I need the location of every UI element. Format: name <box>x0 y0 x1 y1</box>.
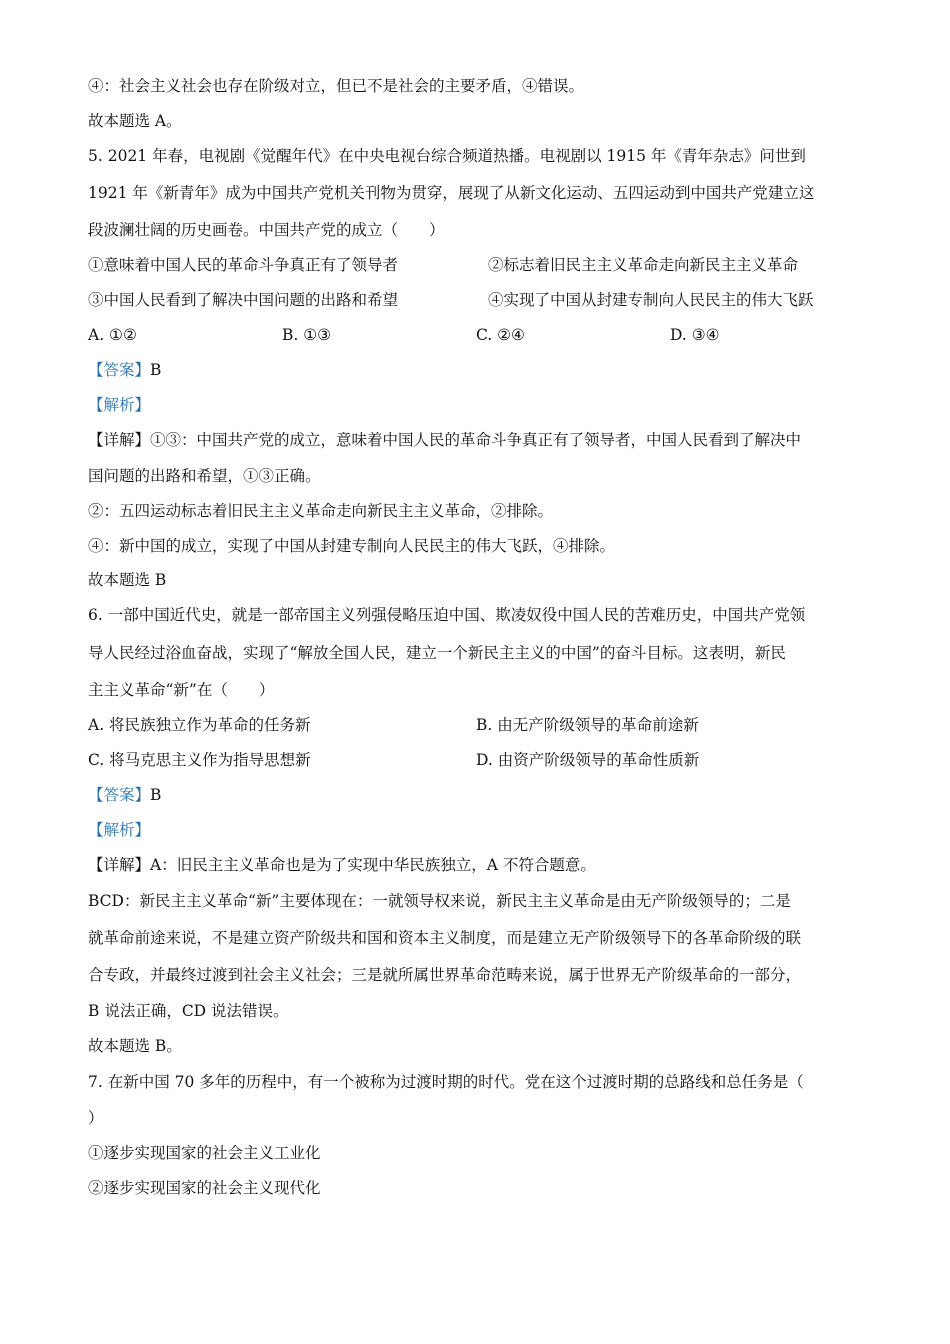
q6-option-d: D. 由资产阶级领导的革命性质新 <box>476 751 700 769</box>
q6-answer-label: 【答案】 <box>88 786 151 804</box>
q5-conclusion: 故本题选 B <box>88 571 167 589</box>
q6-detail-line1: 【详解】A：旧民主主义革命也是为了实现中华民族独立，A 不符合题意。 <box>88 856 596 874</box>
q6-analysis-label: 【解析】 <box>88 821 151 839</box>
q4-conclusion: 故本题选 A。 <box>88 112 182 130</box>
q5-option-b: B. ①③ <box>282 326 332 344</box>
q5-detail-line4: ④：新中国的成立，实现了中国从封建专制向人民民主的伟大飞跃，④排除。 <box>88 537 616 555</box>
q5-detail-line3: ②：五四运动标志着旧民主主义革命走向新民主主义革命，②排除。 <box>88 502 554 520</box>
q5-stem-line1: 5. 2021 年春，电视剧《觉醒年代》在中央电视台综合频道热播。电视剧以 1915 年《青年杂志》问世到 <box>88 147 806 165</box>
q6-stem-line1: 6. 一部中国近代史，就是一部帝国主义列强侵略压迫中国、欺凌奴役中国人民的苦难历史，中国共产党领 <box>88 606 806 624</box>
q6-detail-label: 【详解】 <box>88 856 151 874</box>
q6-option-c: C. 将马克思主义作为指导思想新 <box>88 751 311 769</box>
q5-item4: ④实现了中国从封建专制向人民民主的伟大飞跃 <box>488 291 814 309</box>
q6-option-b: B. 由无产阶级领导的革命前途新 <box>476 716 699 734</box>
q4-item4: ④：社会主义社会也存在阶级对立，但已不是社会的主要矛盾，④错误。 <box>88 77 585 95</box>
q5-detail-line2: 国问题的出路和希望，①③正确。 <box>88 467 321 485</box>
q5-stem-line3: 段波澜壮阔的历史画卷。中国共产党的成立（ ） <box>88 221 445 239</box>
q7-item2: ②逐步实现国家的社会主义现代化 <box>88 1179 321 1197</box>
q5-answer-label: 【答案】 <box>88 361 151 379</box>
q5-answer <box>88 360 161 380</box>
q7-item1: ①逐步实现国家的社会主义工业化 <box>88 1144 321 1162</box>
q5-detail-line1: 【详解】①③：中国共产党的成立，意味着中国人民的革命斗争真正有了领导者，中国人民看到了解决中 <box>88 431 802 449</box>
q5-item2: ②标志着旧民主主义革命走向新民主主义革命 <box>488 256 799 274</box>
q5-item3: ③中国人民看到了解决中国问题的出路和希望 <box>88 291 399 309</box>
q5-stem-line2: 1921 年《新青年》成为中国共产党机关刊物为贯穿，展现了从新文化运动、五四运动到中国共产党建立这 <box>88 184 815 202</box>
q5-option-c: C. ②④ <box>476 326 525 344</box>
q6-conclusion: 故本题选 B。 <box>88 1037 182 1055</box>
q6-stem-line2: 导人民经过浴血奋战，实现了“解放全国人民，建立一个新民主主义的中国”的奋斗目标。这表明，新民 <box>88 644 786 662</box>
q5-analysis-label: 【解析】 <box>88 396 151 414</box>
q5-answer-value: B <box>150 361 162 379</box>
q6-detail-line5: B 说法正确，CD 说法错误。 <box>88 1002 289 1020</box>
q5-detail-label: 【详解】 <box>88 431 151 449</box>
q6-detail-line2: BCD：新民主主义革命“新”主要体现在：一就领导权来说，新民主主义革命是由无产阶级领导的；二是 <box>88 892 791 910</box>
q5-item1: ①意味着中国人民的革命斗争真正有了领导者 <box>88 256 399 274</box>
q6-stem-line3: 主主义革命“新”在（ ） <box>88 681 275 699</box>
q7-stem-line1: 7. 在新中国 70 多年的历程中，有一个被称为过渡时期的时代。党在这个过渡时期的总路线和总任务是（ <box>88 1073 804 1091</box>
q7-stem-line2: ） <box>88 1109 104 1127</box>
q6-answer-value: B <box>150 786 162 804</box>
q6-answer <box>88 785 161 805</box>
q5-option-d: D. ③④ <box>670 326 720 344</box>
q6-detail-line4: 合专政，并最终过渡到社会主义社会；三是就所属世界革命范畴来说，属于世界无产阶级革命的一部分， <box>88 966 802 984</box>
q6-option-a: A. 将民族独立作为革命的任务新 <box>88 716 311 734</box>
q5-option-a: A. ①② <box>88 326 137 344</box>
q6-detail-line3: 就革命前途来说，不是建立资产阶级共和国和资本主义制度，而是建立无产阶级领导下的各革命阶级的联 <box>88 929 802 947</box>
